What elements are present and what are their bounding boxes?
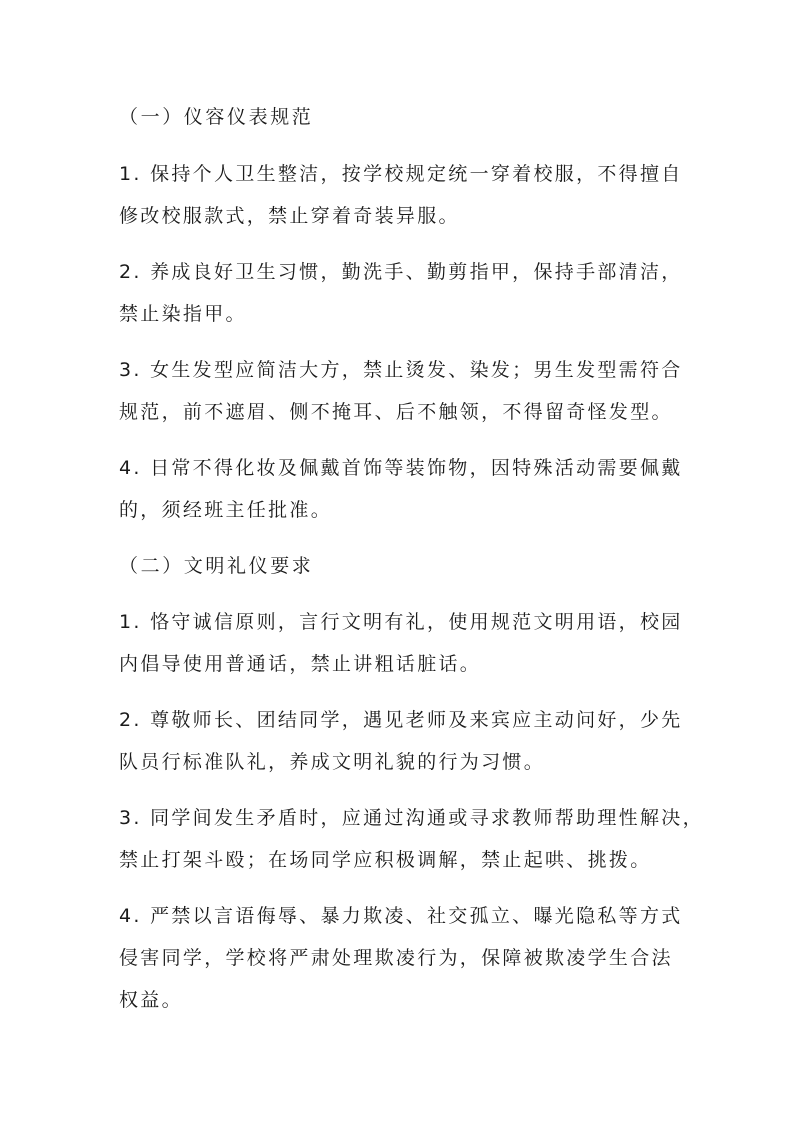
paragraph-line: 1. 恪守诚信原则，言行文明有礼，使用规范文明用语，校园	[119, 611, 683, 633]
section-heading-1: （一）仪容仪表规范	[119, 106, 314, 128]
paragraph-line: 3. 女生发型应简洁大方，禁止烫发、染发；男生发型需符合	[119, 359, 683, 381]
paragraph-line: 规范，前不遮眉、侧不掩耳、后不触领，不得留奇怪发型。	[119, 401, 673, 423]
paragraph-line: 内倡导使用普通话，禁止讲粗话脏话。	[119, 653, 482, 675]
paragraph-line: 禁止染指甲。	[119, 303, 247, 325]
paragraph-line: 侵害同学，学校将严肃处理欺凌行为，保障被欺凌学生合法	[119, 947, 673, 969]
paragraph-line: 1. 保持个人卫生整洁，按学校规定统一穿着校服，不得擅自	[119, 163, 683, 185]
paragraph-line: 的，须经班主任批准。	[119, 499, 333, 521]
paragraph-line: 3. 同学间发生矛盾时，应通过沟通或寻求教师帮助理性解决，	[119, 807, 704, 829]
paragraph-line: 队员行标准队礼，养成文明礼貌的行为习惯。	[119, 751, 546, 773]
paragraph-line: 4. 严禁以言语侮辱、暴力欺凌、社交孤立、曝光隐私等方式	[119, 905, 683, 927]
paragraph-line: 修改校服款式，禁止穿着奇装异服。	[119, 205, 460, 227]
paragraph-line: 2. 尊敬师长、团结同学，遇见老师及来宾应主动问好，少先	[119, 709, 683, 731]
section-heading-2: （二）文明礼仪要求	[119, 555, 314, 577]
paragraph-line: 权益。	[119, 989, 183, 1011]
paragraph-line: 4. 日常不得化妆及佩戴首饰等装饰物，因特殊活动需要佩戴	[119, 457, 683, 479]
paragraph-line: 禁止打架斗殴；在场同学应积极调解，禁止起哄、挑拨。	[119, 849, 652, 871]
paragraph-line: 2. 养成良好卫生习惯，勤洗手、勤剪指甲，保持手部清洁，	[119, 261, 683, 283]
